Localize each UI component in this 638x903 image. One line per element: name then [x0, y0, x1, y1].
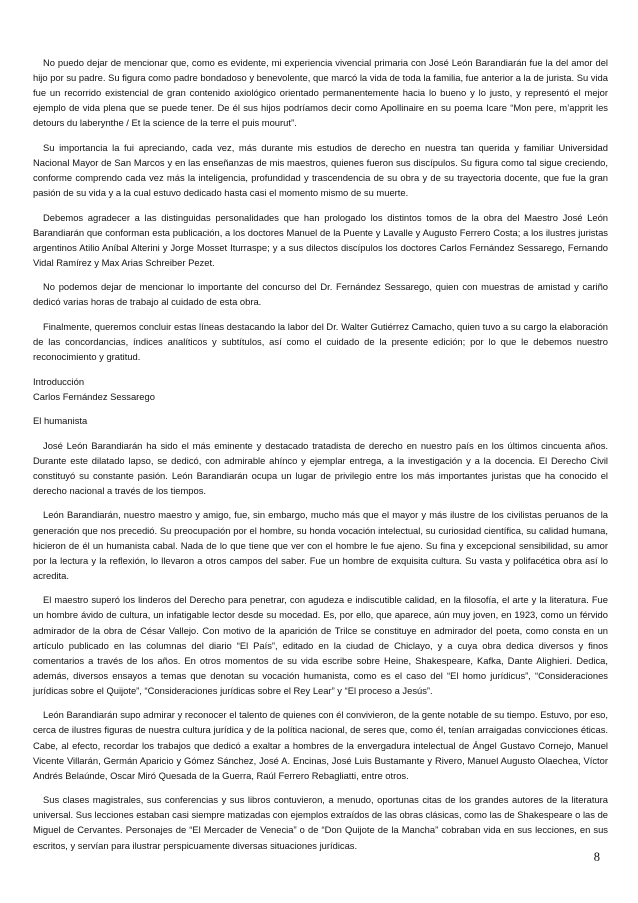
page-number: 8: [593, 850, 600, 864]
paragraph-humanist: León Barandiarán, nuestro maestro y amigo, fue, sin embargo, mucho más que el mayor y más ilustre de los civilistas peruanos de la generación que nos precedió. Su preocupación por el hombre, su honda vocación intelectual, su curiosidad científica, su calidad humana, hicieron de él un humanista cabal. Nada de lo que tiene que ver con el hombre le fue ajeno. Su fina y excepcional sensibilidad, su amor por la lectura y la reflexión, lo llevaron a otros campos del saber. Fue un hombre de exquisita cultura. Su vasta y polifacética obra así lo acredita.: [33, 509, 608, 581]
introduction-block: [33, 374, 608, 404]
introduction-heading: Introducción: [33, 375, 85, 387]
paragraph-father-memory: No puedo dejar de mencionar que, como es evidente, mi experiencia vivencial primaria con José León Barandiarán fue la del amor del hijo por su padre. Su figura como padre bondadoso y benevolente, que marcó la vida de toda la familia, fue anterior a la de jurista. Su vida fue un recorrido existencial de gran contenido axiológico orientado permanentemente hacia lo bueno y lo justo, y representó el mejor ejemplo de vida plena que se puede tener. De él sus hijos podríamos decir como Apollinaire en su poema Icare “Mon pere, m’apprit les detours du laberynthe / Et la science de la terre el puis mourut”.: [33, 57, 608, 129]
paragraph-gutierrez-thanks: Finalmente, queremos concluir estas líneas destacando la labor del Dr. Walter Gutiérrez Camacho, quien tuvo a su cargo la elaboración de las concordancias, índices analíticos y subtítulos, así como el cuidado de la presente edición; por lo que le debemos nuestro reconocimiento y gratitud.: [33, 320, 608, 363]
author-name: Carlos Fernández Sessarego: [33, 390, 155, 402]
paragraph-literature: El maestro superó los linderos del Derecho para penetrar, con agudeza e indiscutible calidad, en la filosofía, el arte y la literatura. Fue un hombre ávido de cultura, un infatigable lector desde su mocedad. Es, por ello, que aparece, aún muy joven, en 1923, como un férvido admirador de la obra de César Vallejo. Con motivo de la aparición de Trilce se constituye en admirador del poeta, como consta en un artículo publicado en las columnas del diario “El País”, editado en la ciudad de Chiclayo, y a cuya obra dedica diversos y finos comentarios a través de los años. En otros momentos de su vida escribe sobre Heine, Shakespeare, Kafka, Dante Alighieri. Dedica, además, diversos ensayos a temas que denotan su vocación humanista, como es el caso del “El homo jurídicus”, “Consideraciones jurídicas sobre el Quijote”, “Consideraciones jurídicas sobre el Rey Lear” y “El proceso a Jesús”.: [33, 594, 608, 696]
paragraph-notable-figures: León Barandiarán supo admirar y reconocer el talento de quienes con él convivieron, de la gente notable de su tiempo. Estuvo, por eso, cerca de ilustres figuras de nuestra cultura jurídica y de la política nacional, de seres que, como él, tenían arraigadas convicciones éticas. Cabe, al efecto, recordar los trabajos que dedicó a exaltar a hombres de la envergadura intelectual de Ángel Gustavo Cornejo, Manuel Vicente Villarán, Germán Aparicio y Gómez Sánchez, José A. Encinas, José Luis Bustamante y Rivero, Manuel Augusto Olaechea, Víctor Andrés Belaúnde, Oscar Miró Quesada de la Guerra, Raúl Ferrero Rebagliatti, entre otros.: [33, 709, 608, 781]
paragraph-lectures: Sus clases magistrales, sus conferencias y sus libros contuvieron, a menudo, oportunas citas de los grandes autores de la literatura universal. Sus lecciones estaban casi siempre matizadas con ejemplos extraídos de las obras clásicas, como las de Shakespeare o las de Miguel de Cervantes. Personajes de “El Mercader de Venecia” o de “Don Quijote de la Mancha” cobraban vida en sus lecciones, en sus escritos, y servían para ilustrar perspicuamente diversas situaciones jurídicas.: [33, 794, 608, 851]
paragraph-acknowledgements: Debemos agradecer a las distinguidas personalidades que han prologado los distintos tomos de la obra del Maestro José León Barandiarán que conforman esta publicación, a los doctores Manuel de la Puente y Lavalle y Augusto Ferrero Costa; a los ilustres juristas argentinos Atilio Aníbal Alterini y Jorge Mosset Iturraspe; y a sus dilectos discípulos los doctores Carlos Fernández Sessarego, Fernando Vidal Ramírez y Max Arias Schreiber Pezet.: [33, 211, 608, 268]
paragraph-eminent-jurist: José León Barandiarán ha sido el más eminente y destacado tratadista de derecho en nuestro país en los últimos cincuenta años. Durante este dilatado lapso, se dedicó, con admirable ahínco y ejemplar entrega, a la investigación y a la docencia. El Derecho Civil constituyó su constante pasión. León Barandiarán ocupa un lugar de privilegio entre los más importantes juristas que ha conocido el derecho nacional a través de los tiempos.: [33, 439, 608, 496]
paragraph-importance: Su importancia la fui apreciando, cada vez, más durante mis estudios de derecho en nuestra tan querida y familiar Universidad Nacional Mayor de San Marcos y en las enseñanzas de mis maestros, quienes fueron sus discípulos. Su figura como tal sigue creciendo, conforme comprendo cada vez más la inteligencia, profundidad y trascendencia de su obra y de su trayectoria docente, que fue la gran pasión de su vida y a la cual estuvo dedicado hasta casi el momento mismo de su muerte.: [33, 141, 608, 199]
section-heading: El humanista: [33, 415, 88, 427]
paragraph-sessarego-thanks: No podemos dejar de mencionar lo importante del concurso del Dr. Fernández Sessarego, quien con muestras de amistad y cariño dedicó varias horas de trabajo al cuidado de esta obra.: [33, 281, 608, 308]
